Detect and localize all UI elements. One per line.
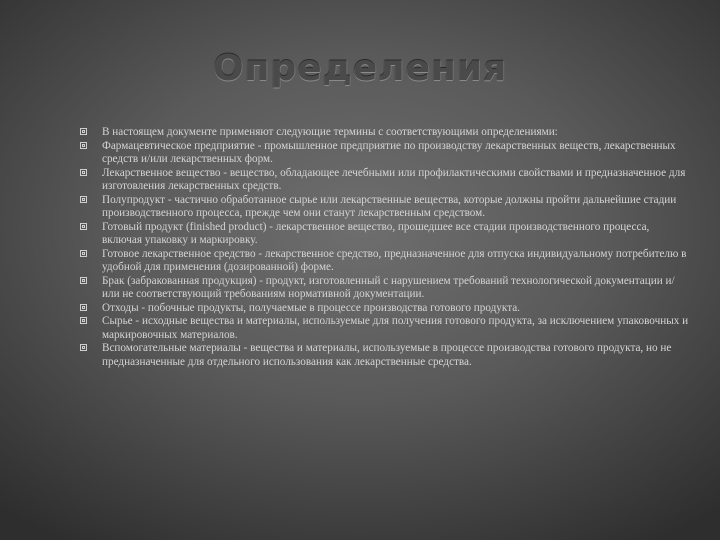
list-item bbox=[80, 275, 692, 302]
square-bullet-icon bbox=[80, 196, 87, 203]
list-item bbox=[80, 302, 692, 316]
list-item bbox=[80, 140, 692, 167]
item-text: Отходы - побочные продукты, получаемые в процессе производства готового продукта. bbox=[102, 301, 520, 314]
square-bullet-icon bbox=[80, 250, 87, 257]
square-bullet-icon bbox=[80, 128, 87, 135]
item-text: Полупродукт - частично обработанное сырье или лекарственные вещества, которые должны пройти дальнейшие стадии производственного процесса, прежде чем они станут лекарственным средством. bbox=[102, 193, 677, 219]
item-text: Вспомогательные материалы - вещества и материалы, используемые в процессе производства готового продукта, но не предназначенные для отдельного использования как лекарственные средства. bbox=[102, 342, 672, 368]
square-bullet-icon bbox=[80, 223, 87, 230]
definitions-list bbox=[80, 126, 692, 369]
item-text: В настоящем документе применяют следующие термины с соответствующими определениями: bbox=[102, 126, 558, 138]
item-text: Сырье - исходные вещества и материалы, используемые для получения готового продукта, за исключением упаковочных и маркировочных материалов. bbox=[102, 315, 689, 341]
list-item bbox=[80, 248, 692, 275]
item-text: Готовое лекарственное средство - лекарственное средство, предназначенное для отпуска индивидуальному потребителю в удобной для применения (дозированной) форме. bbox=[102, 247, 687, 273]
square-bullet-icon bbox=[80, 304, 87, 311]
list-item bbox=[80, 221, 692, 248]
item-text: Фармацевтическое предприятие - промышленное предприятие по производству лекарственных веществ, лекарственных средств и/или лекарственных форм. bbox=[102, 139, 676, 165]
list-item bbox=[80, 315, 692, 342]
square-bullet-icon bbox=[80, 344, 87, 351]
list-item bbox=[80, 342, 692, 369]
square-bullet-icon bbox=[80, 169, 87, 176]
list-item bbox=[80, 194, 692, 221]
item-text: Лекарственное вещество - вещество, обладающее лечебными или профилактическими свойствами и предназначенное для изготовления лекарственных средств. bbox=[102, 166, 686, 192]
square-bullet-icon bbox=[80, 317, 87, 324]
item-text: Готовый продукт (finished product) - лекарственное вещество, прошедшее все стадии производственного процесса, включая упаковку и маркировку. bbox=[102, 220, 650, 246]
slide-title: Определения bbox=[212, 48, 508, 89]
list-item bbox=[80, 167, 692, 194]
square-bullet-icon bbox=[80, 142, 87, 149]
list-item bbox=[80, 126, 692, 140]
item-text: Брак (забракованная продукция) - продукт, изготовленный с нарушением требований технологической документации и/или не соответствующий требованиям нормативной документации. bbox=[102, 274, 675, 300]
square-bullet-icon bbox=[80, 277, 87, 284]
